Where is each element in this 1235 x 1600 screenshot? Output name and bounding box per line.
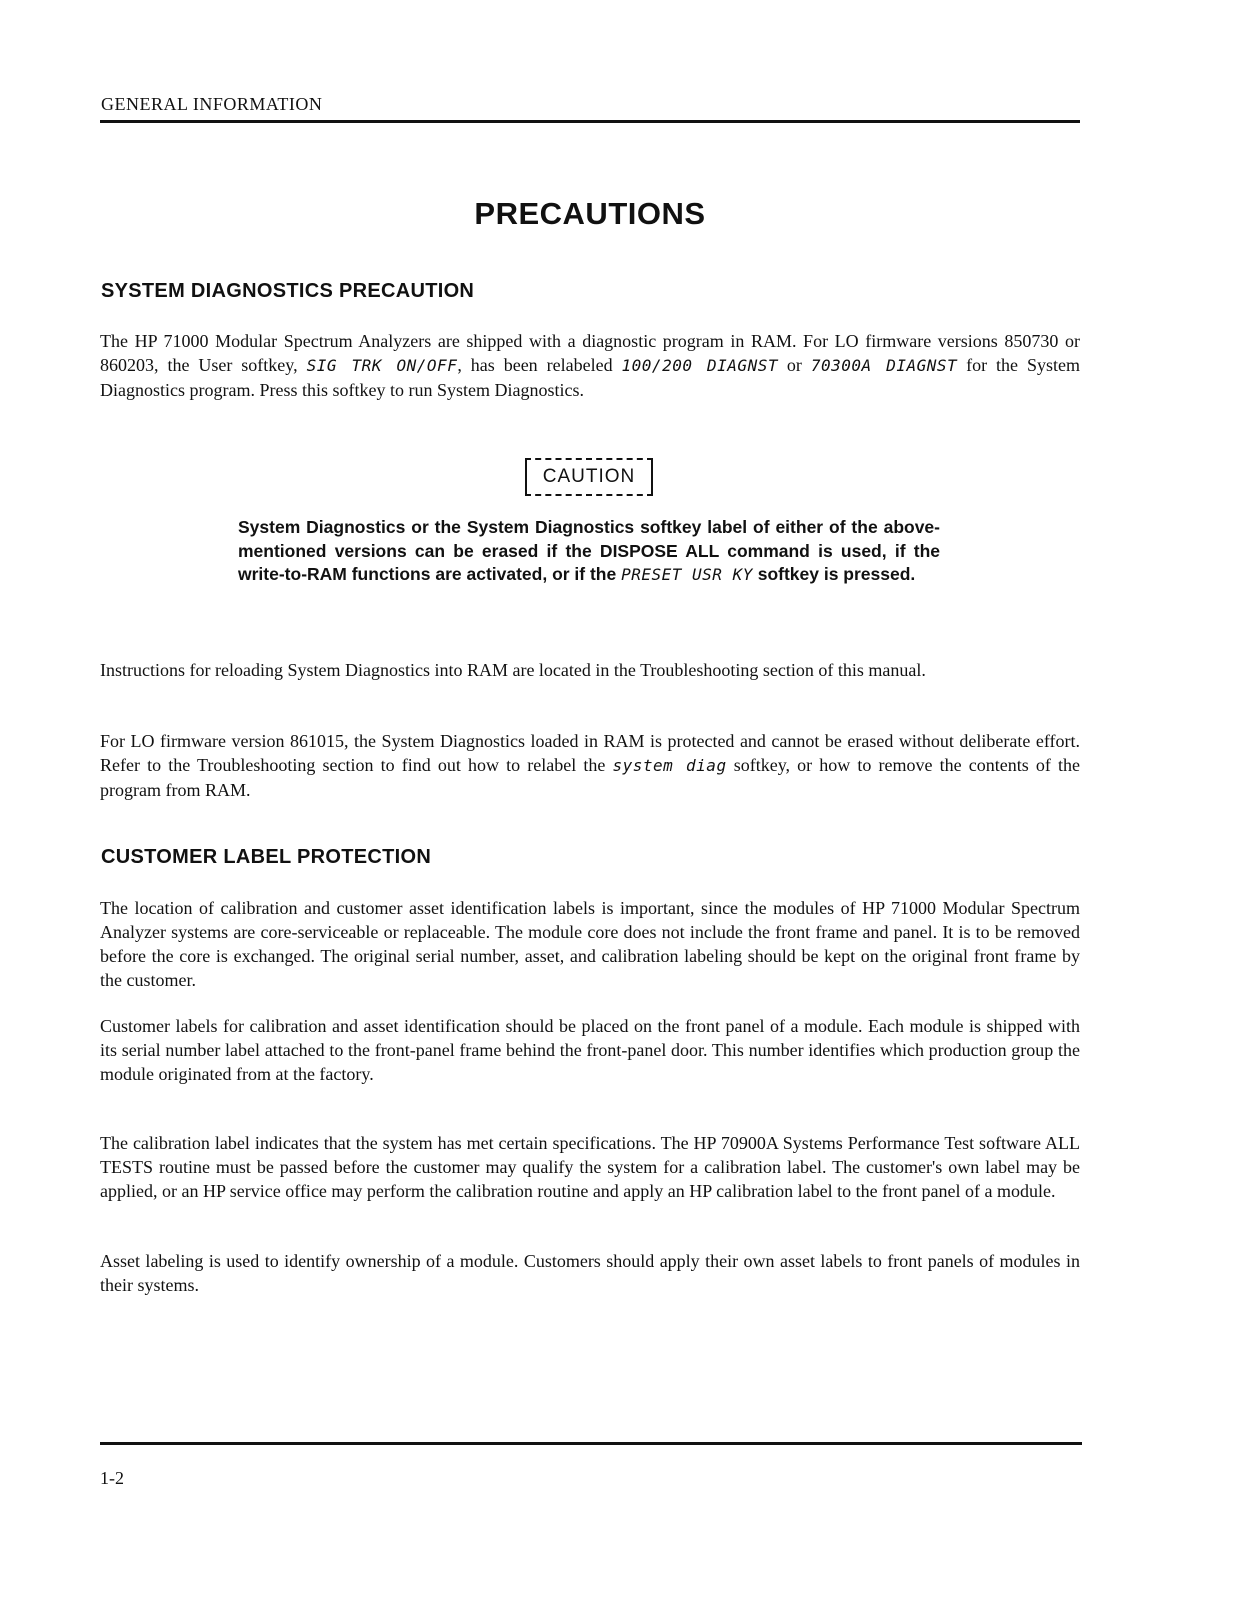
text-run: for the System Diagnostics program. Press this softkey to run System Diagnostics.	[100, 355, 1080, 400]
paragraph-asset-labeling: Asset labeling is used to identify ownership of a module. Customers should apply their own asset labels to front panels of modules in their systems.	[100, 1251, 1080, 1295]
paragraph-customer-labels: Customer labels for calibration and asset identification should be placed on the front panel of a module. Each module is shipped with its serial number label attached to the front-panel frame behind the front-panel door. This number identifies which production group the module originated from at the factory.	[100, 1016, 1080, 1084]
caution-text	[238, 516, 940, 587]
paragraph-calibration-label: The calibration label indicates that the system has met certain specifications. The HP 70900A Systems Performance Test software ALL TESTS routine must be passed before the customer may qualify the system for a calibration label. The customer's own label may be applied, or an HP service office may perform the calibration routine and apply an HP calibration label to the front panel of a module.	[100, 1133, 1080, 1201]
page-number: 1-2	[100, 1468, 124, 1488]
softkey-label-70300a-diagnst: 70300A DIAGNST	[810, 356, 958, 375]
bottom-rule	[100, 1442, 1082, 1445]
softkey-label-preset-usr-ky: PRESET USR KY	[621, 565, 753, 584]
text-run: For LO firmware version 861015, the System Diagnostics loaded in RAM is protected and cannot be erased without deliberate effort. Refer to the Troubleshooting section to find out how to relabel the	[100, 731, 1080, 775]
paragraph-label-location: The location of calibration and customer asset identification labels is important, since the modules of HP 71000 Modular Spectrum Analyzer systems are core-serviceable or replaceable. The module core does not include the front frame and panel. It is to be removed before the core is exchanged. The original serial number, asset, and calibration labeling should be kept on the original front frame by the customer.	[100, 898, 1080, 990]
text-run: or	[777, 355, 811, 375]
text-run: softkey, or how to remove the contents of the program from RAM.	[100, 755, 1080, 800]
softkey-label-system-diag: system diag	[612, 756, 727, 775]
top-rule	[100, 120, 1080, 123]
softkey-label-100-200-diagnst: 100/200 DIAGNST	[621, 356, 778, 375]
page-title: PRECAUTIONS	[474, 196, 706, 231]
text-run: , has been relabeled	[457, 355, 622, 375]
running-head: GENERAL INFORMATION	[101, 94, 323, 114]
section-heading-system-diagnostics: SYSTEM DIAGNOSTICS PRECAUTION	[101, 280, 475, 302]
paragraph-reloading-instructions: Instructions for reloading System Diagnostics into RAM are located in the Troubleshooting section of this manual.	[100, 660, 926, 680]
paragraph-diagnostics-intro	[100, 329, 1080, 402]
text-run: System Diagnostics or the System Diagnostics softkey label of either of the above-mentioned versions can be erased if the DISPOSE ALL command is used, if the write-to-RAM functions are activated, or if the	[238, 517, 940, 584]
caution-box	[525, 458, 653, 496]
caution-label: CAUTION	[542, 466, 636, 487]
softkey-label-sig-trk: SIG TRK ON/OFF	[306, 356, 458, 375]
text-run: softkey is pressed.	[752, 564, 916, 584]
section-heading-customer-label-protection: CUSTOMER LABEL PROTECTION	[101, 846, 432, 868]
paragraph-firmware-861015	[100, 729, 1080, 802]
text-run: The HP 71000 Modular Spectrum Analyzers are shipped with a diagnostic program in RAM. For LO firmware versions 850730 or 860203, the User softkey,	[100, 331, 1080, 375]
